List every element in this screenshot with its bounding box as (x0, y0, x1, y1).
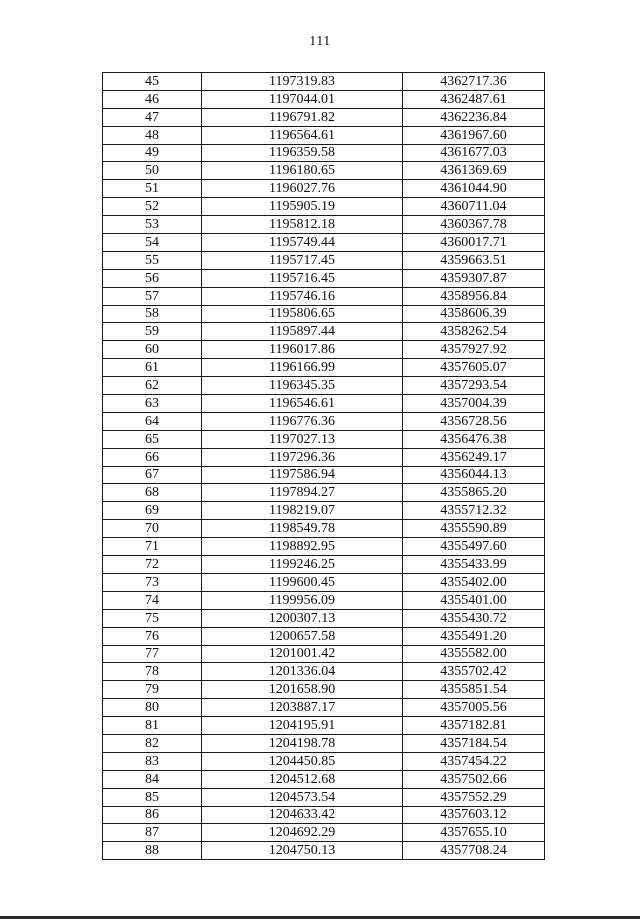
point-number-cell: 79 (103, 681, 202, 699)
table-row (103, 269, 545, 287)
x-coordinate-cell: 1198219.07 (202, 502, 403, 520)
y-coordinate-cell: 4357502.66 (403, 770, 545, 788)
table-row (103, 573, 545, 591)
y-coordinate-cell: 4358956.84 (403, 287, 545, 305)
x-coordinate-cell: 1196345.35 (202, 377, 403, 395)
x-coordinate-cell: 1204633.42 (202, 806, 403, 824)
table-row (103, 717, 545, 735)
x-coordinate-cell: 1197296.36 (202, 448, 403, 466)
table-row (103, 770, 545, 788)
table-row (103, 824, 545, 842)
table-row (103, 663, 545, 681)
point-number-cell: 63 (103, 395, 202, 413)
table-row (103, 502, 545, 520)
y-coordinate-cell: 4358262.54 (403, 323, 545, 341)
point-number-cell: 85 (103, 788, 202, 806)
x-coordinate-cell: 1204750.13 (202, 842, 403, 860)
x-coordinate-cell: 1200307.13 (202, 609, 403, 627)
y-coordinate-cell: 4355865.20 (403, 484, 545, 502)
table-row (103, 752, 545, 770)
table-row (103, 144, 545, 162)
point-number-cell: 74 (103, 591, 202, 609)
x-coordinate-cell: 1195806.65 (202, 305, 403, 323)
y-coordinate-cell: 4355582.00 (403, 645, 545, 663)
point-number-cell: 56 (103, 269, 202, 287)
point-number-cell: 64 (103, 412, 202, 430)
point-number-cell: 54 (103, 234, 202, 252)
x-coordinate-cell: 1196027.76 (202, 180, 403, 198)
x-coordinate-cell: 1198892.95 (202, 538, 403, 556)
coordinates-table-body (103, 73, 545, 860)
y-coordinate-cell: 4355590.89 (403, 520, 545, 538)
table-row (103, 842, 545, 860)
table-row (103, 430, 545, 448)
table-row (103, 216, 545, 234)
y-coordinate-cell: 4355433.99 (403, 556, 545, 574)
point-number-cell: 46 (103, 90, 202, 108)
y-coordinate-cell: 4357184.54 (403, 734, 545, 752)
table-row (103, 591, 545, 609)
table-row (103, 538, 545, 556)
point-number-cell: 88 (103, 842, 202, 860)
table-row (103, 323, 545, 341)
y-coordinate-cell: 4360711.04 (403, 198, 545, 216)
y-coordinate-cell: 4357655.10 (403, 824, 545, 842)
x-coordinate-cell: 1199956.09 (202, 591, 403, 609)
point-number-cell: 80 (103, 699, 202, 717)
x-coordinate-cell: 1201336.04 (202, 663, 403, 681)
y-coordinate-cell: 4357293.54 (403, 377, 545, 395)
x-coordinate-cell: 1198549.78 (202, 520, 403, 538)
table-row (103, 645, 545, 663)
y-coordinate-cell: 4357454.22 (403, 752, 545, 770)
y-coordinate-cell: 4360017.71 (403, 234, 545, 252)
point-number-cell: 62 (103, 377, 202, 395)
point-number-cell: 66 (103, 448, 202, 466)
table-row (103, 412, 545, 430)
x-coordinate-cell: 1199600.45 (202, 573, 403, 591)
x-coordinate-cell: 1195717.45 (202, 251, 403, 269)
point-number-cell: 69 (103, 502, 202, 520)
point-number-cell: 55 (103, 251, 202, 269)
point-number-cell: 59 (103, 323, 202, 341)
x-coordinate-cell: 1196359.58 (202, 144, 403, 162)
y-coordinate-cell: 4355401.00 (403, 591, 545, 609)
point-number-cell: 83 (103, 752, 202, 770)
y-coordinate-cell: 4357708.24 (403, 842, 545, 860)
y-coordinate-cell: 4362236.84 (403, 108, 545, 126)
table-row (103, 90, 545, 108)
y-coordinate-cell: 4355497.60 (403, 538, 545, 556)
x-coordinate-cell: 1196166.99 (202, 359, 403, 377)
x-coordinate-cell: 1201001.42 (202, 645, 403, 663)
y-coordinate-cell: 4357603.12 (403, 806, 545, 824)
table-row (103, 681, 545, 699)
table-row (103, 341, 545, 359)
point-number-cell: 57 (103, 287, 202, 305)
table-row (103, 108, 545, 126)
y-coordinate-cell: 4361369.69 (403, 162, 545, 180)
y-coordinate-cell: 4361967.60 (403, 126, 545, 144)
table-row (103, 627, 545, 645)
point-number-cell: 68 (103, 484, 202, 502)
point-number-cell: 58 (103, 305, 202, 323)
x-coordinate-cell: 1196180.65 (202, 162, 403, 180)
table-row (103, 180, 545, 198)
point-number-cell: 60 (103, 341, 202, 359)
point-number-cell: 50 (103, 162, 202, 180)
table-row (103, 788, 545, 806)
x-coordinate-cell: 1195897.44 (202, 323, 403, 341)
point-number-cell: 84 (103, 770, 202, 788)
table-row (103, 198, 545, 216)
y-coordinate-cell: 4360367.78 (403, 216, 545, 234)
y-coordinate-cell: 4357605.07 (403, 359, 545, 377)
y-coordinate-cell: 4359663.51 (403, 251, 545, 269)
point-number-cell: 81 (103, 717, 202, 735)
point-number-cell: 51 (103, 180, 202, 198)
table-row (103, 377, 545, 395)
x-coordinate-cell: 1195746.16 (202, 287, 403, 305)
table-row (103, 162, 545, 180)
point-number-cell: 70 (103, 520, 202, 538)
point-number-cell: 67 (103, 466, 202, 484)
point-number-cell: 73 (103, 573, 202, 591)
table-row (103, 448, 545, 466)
x-coordinate-cell: 1200657.58 (202, 627, 403, 645)
y-coordinate-cell: 4357552.29 (403, 788, 545, 806)
x-coordinate-cell: 1204512.68 (202, 770, 403, 788)
y-coordinate-cell: 4357927.92 (403, 341, 545, 359)
y-coordinate-cell: 4355712.32 (403, 502, 545, 520)
x-coordinate-cell: 1196564.61 (202, 126, 403, 144)
point-number-cell: 72 (103, 556, 202, 574)
point-number-cell: 47 (103, 108, 202, 126)
x-coordinate-cell: 1195749.44 (202, 234, 403, 252)
y-coordinate-cell: 4362717.36 (403, 73, 545, 91)
table-row (103, 73, 545, 91)
table-row (103, 126, 545, 144)
x-coordinate-cell: 1204573.54 (202, 788, 403, 806)
point-number-cell: 77 (103, 645, 202, 663)
y-coordinate-cell: 4355430.72 (403, 609, 545, 627)
x-coordinate-cell: 1204692.29 (202, 824, 403, 842)
y-coordinate-cell: 4357004.39 (403, 395, 545, 413)
point-number-cell: 82 (103, 734, 202, 752)
x-coordinate-cell: 1196017.86 (202, 341, 403, 359)
point-number-cell: 71 (103, 538, 202, 556)
y-coordinate-cell: 4356728.56 (403, 412, 545, 430)
y-coordinate-cell: 4355491.20 (403, 627, 545, 645)
x-coordinate-cell: 1195905.19 (202, 198, 403, 216)
x-coordinate-cell: 1197894.27 (202, 484, 403, 502)
y-coordinate-cell: 4355402.00 (403, 573, 545, 591)
point-number-cell: 45 (103, 73, 202, 91)
table-row (103, 520, 545, 538)
x-coordinate-cell: 1203887.17 (202, 699, 403, 717)
table-row (103, 466, 545, 484)
y-coordinate-cell: 4361677.03 (403, 144, 545, 162)
x-coordinate-cell: 1196546.61 (202, 395, 403, 413)
x-coordinate-cell: 1197319.83 (202, 73, 403, 91)
y-coordinate-cell: 4362487.61 (403, 90, 545, 108)
y-coordinate-cell: 4356476.38 (403, 430, 545, 448)
coordinates-table (102, 72, 545, 860)
y-coordinate-cell: 4359307.87 (403, 269, 545, 287)
point-number-cell: 61 (103, 359, 202, 377)
table-row (103, 484, 545, 502)
point-number-cell: 76 (103, 627, 202, 645)
x-coordinate-cell: 1196791.82 (202, 108, 403, 126)
point-number-cell: 75 (103, 609, 202, 627)
x-coordinate-cell: 1195716.45 (202, 269, 403, 287)
table-row (103, 556, 545, 574)
table-row (103, 806, 545, 824)
point-number-cell: 49 (103, 144, 202, 162)
y-coordinate-cell: 4361044.90 (403, 180, 545, 198)
table-row (103, 287, 545, 305)
table-row (103, 609, 545, 627)
x-coordinate-cell: 1195812.18 (202, 216, 403, 234)
point-number-cell: 48 (103, 126, 202, 144)
x-coordinate-cell: 1197027.13 (202, 430, 403, 448)
x-coordinate-cell: 1204198.78 (202, 734, 403, 752)
table-row (103, 234, 545, 252)
x-coordinate-cell: 1201658.90 (202, 681, 403, 699)
point-number-cell: 87 (103, 824, 202, 842)
table-row (103, 305, 545, 323)
y-coordinate-cell: 4358606.39 (403, 305, 545, 323)
page-number: 111 (309, 34, 331, 49)
y-coordinate-cell: 4357005.56 (403, 699, 545, 717)
x-coordinate-cell: 1196776.36 (202, 412, 403, 430)
point-number-cell: 52 (103, 198, 202, 216)
y-coordinate-cell: 4355851.54 (403, 681, 545, 699)
point-number-cell: 86 (103, 806, 202, 824)
x-coordinate-cell: 1199246.25 (202, 556, 403, 574)
y-coordinate-cell: 4357182.81 (403, 717, 545, 735)
table-row (103, 251, 545, 269)
x-coordinate-cell: 1204450.85 (202, 752, 403, 770)
x-coordinate-cell: 1204195.91 (202, 717, 403, 735)
table-row (103, 359, 545, 377)
table-row (103, 699, 545, 717)
y-coordinate-cell: 4356044.13 (403, 466, 545, 484)
point-number-cell: 65 (103, 430, 202, 448)
y-coordinate-cell: 4356249.17 (403, 448, 545, 466)
table-row (103, 395, 545, 413)
x-coordinate-cell: 1197044.01 (202, 90, 403, 108)
x-coordinate-cell: 1197586.94 (202, 466, 403, 484)
point-number-cell: 53 (103, 216, 202, 234)
table-row (103, 734, 545, 752)
point-number-cell: 78 (103, 663, 202, 681)
y-coordinate-cell: 4355702.42 (403, 663, 545, 681)
